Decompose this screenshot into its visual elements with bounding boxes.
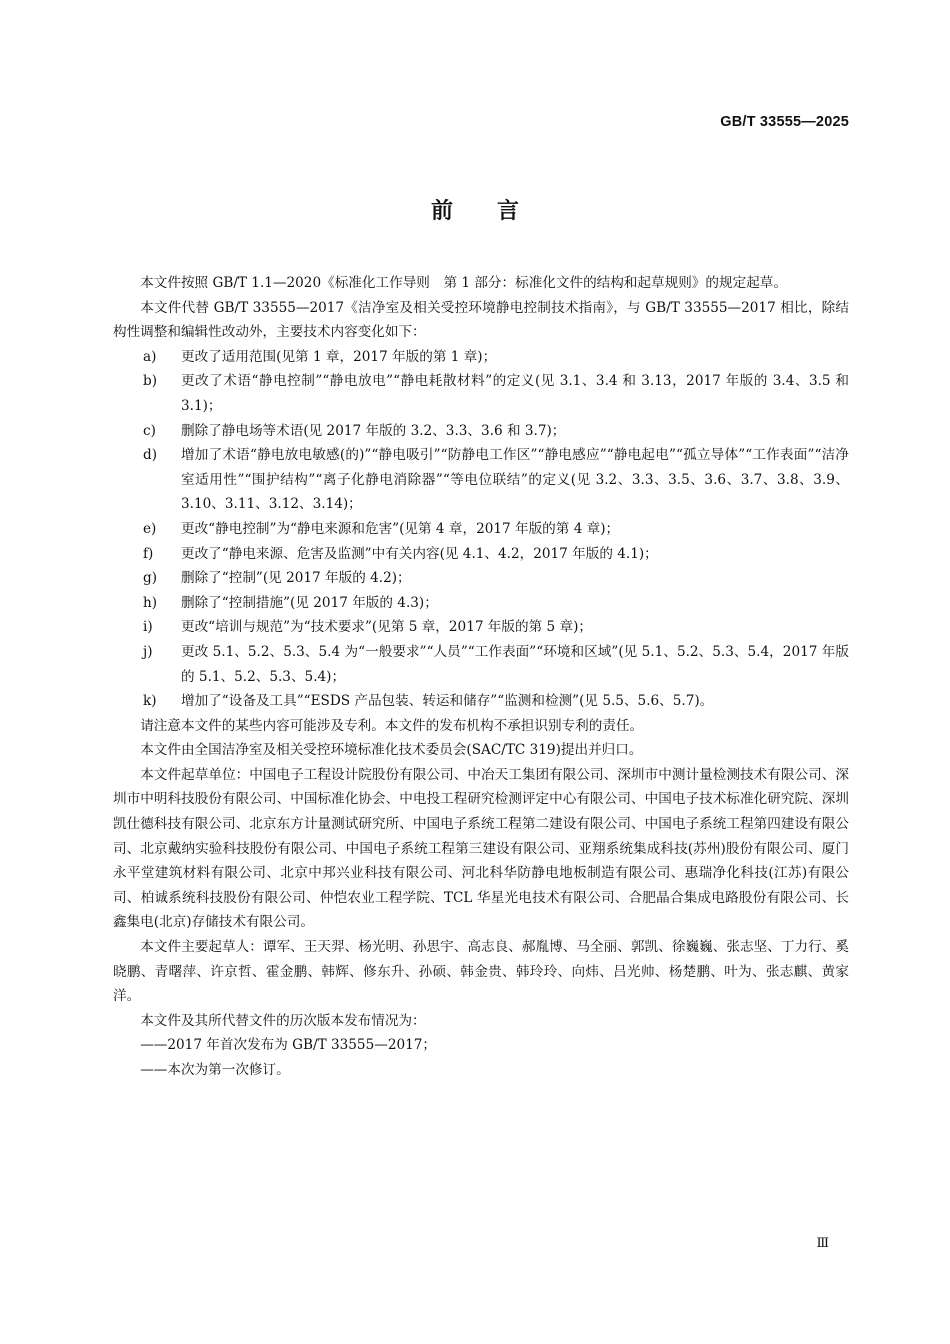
change-item (113, 689, 849, 714)
change-item-label: j) (143, 643, 153, 660)
change-item-label: f) (143, 545, 154, 562)
change-item-text: 更改“静电控制”为“静电来源和危害”(见第 4 章，2017 年版的第 4 章)； (181, 520, 620, 537)
standard-number: GB/T 33555—2025 (720, 114, 849, 130)
change-item (113, 566, 849, 591)
change-item-text: 增加了术语“静电放电敏感(的)”“静电吸引”“防静电工作区”“静电感应”“静电起电”“孤立导体”“工作表面”“洁净室适用性”“围护结构”“离子化静电消除器”“等电位联结”的定义(见 3.2、3.3、3.5、3.6、3.7、3.8、3.9、3.10、3.11、3.12、3.14)； (181, 447, 849, 513)
change-item-label: a) (143, 348, 157, 365)
change-item (113, 517, 849, 542)
paragraph-patent-notice: 请注意本文件的某些内容可能涉及专利。本文件的发布机构不承担识别专利的责任。 (140, 717, 644, 734)
change-item-label: c) (143, 422, 156, 439)
change-item-label: i) (143, 619, 153, 636)
change-item (113, 542, 849, 567)
change-item (113, 640, 849, 689)
change-item (113, 615, 849, 640)
change-item (113, 345, 849, 370)
paragraph-replacement: 本文件代替 GB/T 33555—2017《洁净室及相关受控环境静电控制技术指南》，与 GB/T 33555—2017 相比，除结构性调整和编辑性改动外，主要技术内容变化如下： (113, 299, 849, 341)
change-item-label: b) (143, 373, 158, 390)
change-item-text: 删除了“控制措施”(见 2017 年版的 4.3)； (181, 594, 438, 611)
page-number: Ⅲ (816, 1236, 829, 1251)
change-item (113, 369, 849, 418)
change-item-label: d) (143, 447, 158, 464)
change-item-label: e) (143, 520, 157, 537)
page-title: 前言 (430, 199, 563, 224)
paragraph-proposer: 本文件由全国洁净室及相关受控环境标准化技术委员会(SAC/TC 319)提出并归口。 (140, 742, 643, 759)
change-item (113, 591, 849, 616)
change-item-text: 删除了静电场等术语(见 2017 年版的 3.2、3.3、3.6 和 3.7)； (181, 422, 566, 439)
change-item-text: 更改“培训与规范”为“技术要求”(见第 5 章，2017 年版的第 5 章)； (181, 619, 592, 636)
change-item-label: k) (143, 693, 157, 710)
paragraph-drafting-units: 本文件起草单位：中国电子工程设计院股份有限公司、中冶天工集团有限公司、深圳市中测计量检测技术有限公司、深圳市中明科技股份有限公司、中国标准化协会、中电投工程研究检测评定中心有限公司、中国电子技术标准化研究院、深圳凯仕德科技有限公司、北京东方计量测试研究所、中国电子系统工程第二建设有限公司、中国电子系统工程第四建设有限公司、北京戴纳实验科技股份有限公司、中国电子系统工程第三建设有限公司、亚翔系统集成科技(苏州)股份有限公司、厦门永平堂建筑材料有限公司、北京中邦兴业科技有限公司、河北科华防静电地板制造有限公司、惠瑞净化科技(江苏)有限公司、柏诚系统科技股份有限公司、仲恺农业工程学院、TCL 华星光电技术有限公司、合肥晶合集成电路股份有限公司、长鑫集电(北京)存储技术有限公司。 (113, 766, 849, 931)
change-item-text: 删除了“控制”(见 2017 年版的 4.2)； (181, 570, 411, 587)
change-item-label: h) (143, 594, 158, 611)
change-item-text: 更改 5.1、5.2、5.3、5.4 为“一般要求”“人员”“工作表面”“环境和区域”(见 5.1、5.2、5.3、5.4，2017 年版的 5.1、5.2、5.3、5.4)； (181, 643, 849, 685)
change-item-text: 更改了适用范围(见第 1 章，2017 年版的第 1 章)； (181, 348, 497, 365)
change-item-text: 更改了“静电来源、危害及监测”中有关内容(见 4.1、4.2，2017 年版的 4.1)； (181, 545, 658, 562)
history-item: ——本次为第一次修订。 (140, 1062, 290, 1078)
paragraph-history-intro: 本文件及其所代替文件的历次版本发布情况为： (140, 1012, 426, 1029)
change-item (113, 419, 849, 444)
change-item-text: 增加了“设备及工具”“ESDS 产品包装、转运和储存”“监测和检测”(见 5.5、5.6、5.7)。 (181, 693, 714, 710)
change-item-label: g) (143, 570, 158, 587)
history-item: ——2017 年首次发布为 GB/T 33555—2017； (140, 1037, 437, 1054)
change-item (113, 443, 849, 517)
foreword-body (113, 271, 849, 1083)
paragraph-drafters: 本文件主要起草人：谭军、王天羿、杨光明、孙思宇、高志良、郝胤博、马全丽、郭凯、徐巍巍、张志坚、丁力行、奚晓鹏、青曙萍、许京哲、霍金鹏、韩辉、修东升、孙硕、韩金贵、韩玲玲、向炜、吕光帅、杨楚鹏、叶为、张志麒、黄家洋。 (113, 939, 849, 1005)
change-item-text: 更改了术语“静电控制”“静电放电”“静电耗散材料”的定义(见 3.1、3.4 和 3.13，2017 年版的 3.4、3.5 和 3.1)； (181, 373, 849, 414)
paragraph-drafting-rules: 本文件按照 GB/T 1.1—2020《标准化工作导则 第 1 部分：标准化文件的结构和起草规则》的规定起草。 (140, 275, 787, 291)
